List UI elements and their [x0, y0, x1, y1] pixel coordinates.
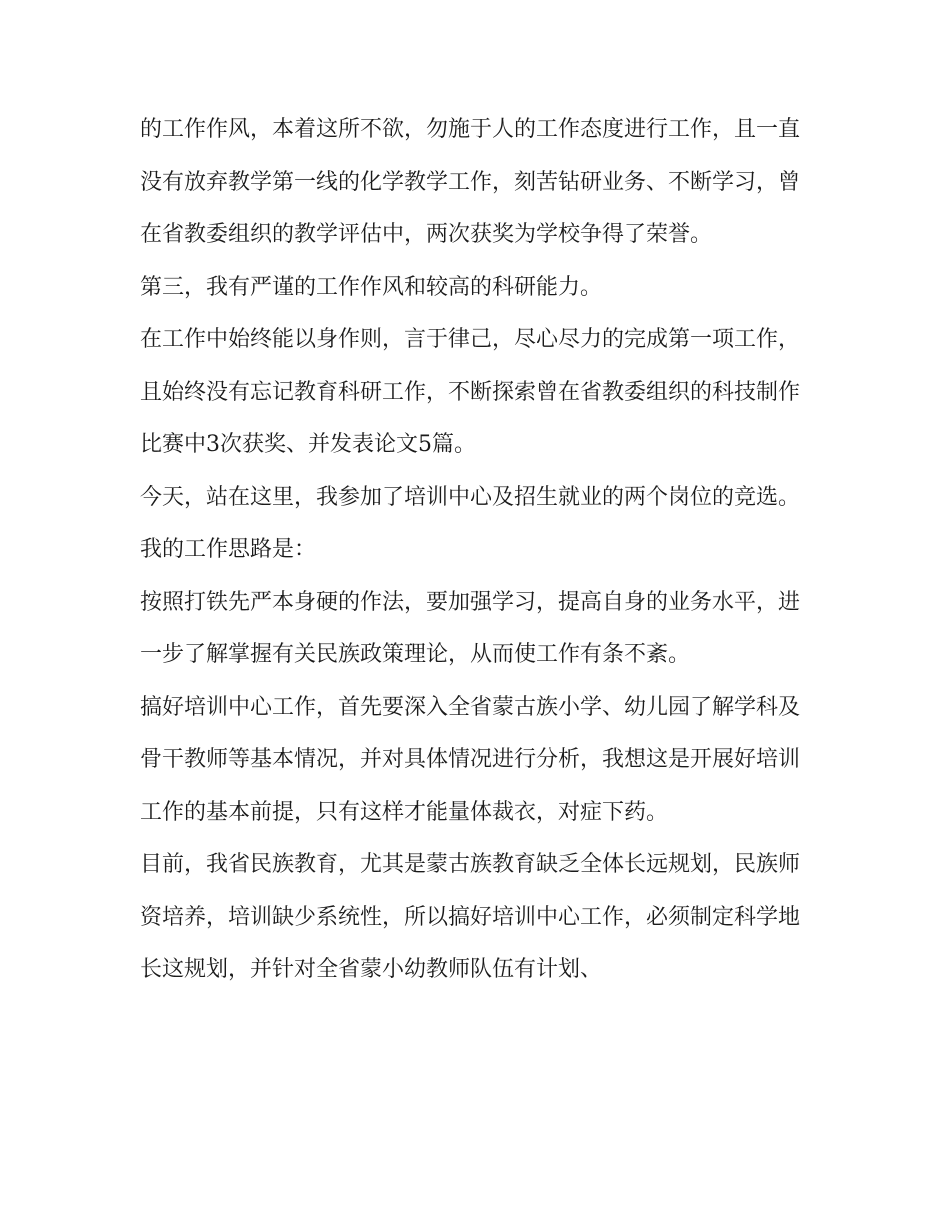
paragraph-today: 今天，站在这里，我参加了培训中心及招生就业的两个岗位的竞选。我的工作思路是：: [140, 484, 801, 562]
paragraph-research: 在工作中始终能以身作则，言于律己，尽心尽力的完成第一项工作，且始终没有忘记教育科研工作，不断探索曾在省教委组织的科技制作比赛中3次获奖、并发表论文5篇。: [140, 327, 801, 457]
document-page: [140, 104, 820, 997]
paragraph-work-style: 的工作作风，本着这所不欲，勿施于人的工作态度进行工作，且一直没有放弃教学第一线的化学教学工作，刻苦钻研业务、不断学习，曾在省教委组织的教学评估中，两次获奖为学校争得了荣誉。: [140, 117, 801, 247]
paragraph-study: 按照打铁先严本身硬的作法，要加强学习，提高自身的业务水平，进一步了解掌握有关民族政策理论，从而使工作有条不紊。: [140, 589, 801, 667]
paragraph-current-situation: 目前，我省民族教育，尤其是蒙古族教育缺乏全体长远规划，民族师资培养，培训缺少系统性，所以搞好培训中心工作，必须制定科学地长这规划，并针对全省蒙小幼教师队伍有计划、: [140, 852, 801, 982]
paragraph-third-point: 第三，我有严谨的工作作风和较高的科研能力。: [140, 274, 603, 300]
paragraph-training-center: 搞好培训中心工作，首先要深入全省蒙古族小学、幼儿园了解学科及骨干教师等基本情况，并对具体情况进行分析，我想这是开展好培训工作的基本前提，只有这样才能量体裁衣，对症下药。: [140, 694, 801, 825]
